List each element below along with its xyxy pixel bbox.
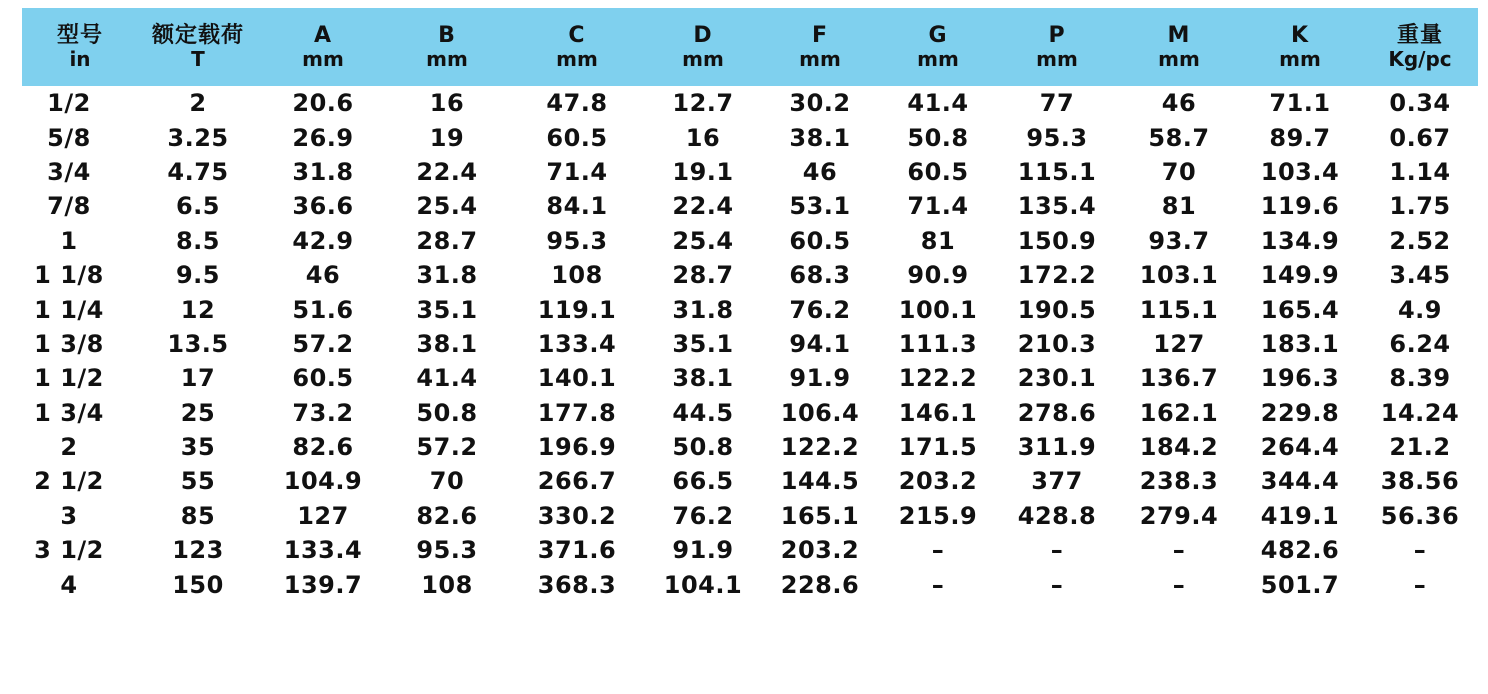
- column-name: C: [568, 22, 586, 48]
- table-cell: 25.4: [672, 226, 734, 255]
- model-cell: [22, 464, 138, 498]
- table-cell: 46: [305, 261, 341, 290]
- column-unit: mm: [799, 47, 841, 72]
- table-cell: 171.5: [898, 433, 978, 462]
- model-cell: [22, 86, 138, 120]
- table-cell: 16: [685, 123, 721, 152]
- table-cell: 228.6: [780, 570, 860, 599]
- table-cell: 122.2: [780, 433, 860, 462]
- table-cell: 95.3: [416, 536, 478, 565]
- table-cell: 149.9: [1260, 261, 1340, 290]
- table-cell: 419.1: [1260, 501, 1340, 530]
- column-header: [138, 8, 258, 86]
- table-cell: 2: [189, 89, 207, 118]
- table-cell: 103.4: [1260, 157, 1340, 186]
- table-cell: 8.5: [175, 226, 220, 255]
- table-cell: 77: [1039, 89, 1075, 118]
- table-cell: 35.1: [672, 329, 734, 358]
- table-cell: 57.2: [416, 433, 478, 462]
- table-cell: 46: [802, 157, 838, 186]
- table-cell: 104.1: [663, 570, 743, 599]
- table-cell: 35: [180, 433, 216, 462]
- model-value: 3/4: [47, 157, 91, 186]
- table-cell: 16: [429, 89, 465, 118]
- table-cell: 238.3: [1139, 467, 1219, 496]
- table-cell: 82.6: [292, 433, 354, 462]
- table-cell: 81: [920, 226, 956, 255]
- table-cell: 196.3: [1260, 364, 1340, 393]
- table-cell: 94.1: [789, 329, 851, 358]
- column-header: [506, 8, 648, 86]
- table-cell: 68.3: [789, 261, 851, 290]
- table-cell: 140.1: [537, 364, 617, 393]
- table-cell: 215.9: [898, 501, 978, 530]
- column-unit: mm: [556, 47, 598, 72]
- model-value: 1 3/8: [34, 329, 104, 358]
- table-cell: 71.4: [546, 157, 608, 186]
- table-cell: 71.4: [907, 192, 969, 221]
- column-name: P: [1048, 22, 1066, 48]
- table-row: [22, 292, 1478, 326]
- model-cell: [22, 567, 138, 601]
- table-cell: 60.5: [292, 364, 354, 393]
- table-cell: 135.4: [1017, 192, 1097, 221]
- table-cell: 177.8: [537, 398, 617, 427]
- column-name: G: [928, 22, 948, 48]
- header-row: [22, 8, 1478, 86]
- table-cell: 26.9: [292, 123, 354, 152]
- table-cell: 115.1: [1017, 157, 1097, 186]
- table-cell: 203.2: [898, 467, 978, 496]
- table-row: [22, 533, 1478, 567]
- table-body: [22, 86, 1478, 602]
- model-value: 2: [60, 433, 78, 462]
- table-cell: 93.7: [1148, 226, 1210, 255]
- column-header: [1120, 8, 1238, 86]
- table-cell: 35.1: [416, 295, 478, 324]
- model-cell: [22, 430, 138, 464]
- table-cell: 150.9: [1017, 226, 1097, 255]
- model-cell: [22, 189, 138, 223]
- table-cell: 184.2: [1139, 433, 1219, 462]
- column-unit: mm: [426, 47, 468, 72]
- table-cell: 4.9: [1397, 295, 1442, 324]
- table-cell: 60.5: [789, 226, 851, 255]
- table-cell: 3.25: [167, 123, 229, 152]
- model-cell: [22, 396, 138, 430]
- table-cell: 3.45: [1389, 261, 1451, 290]
- table-cell: 165.1: [780, 501, 860, 530]
- table-cell: 196.9: [537, 433, 617, 462]
- table-cell: –: [1050, 570, 1064, 599]
- table-cell: 344.4: [1260, 467, 1340, 496]
- table-cell: 25.4: [416, 192, 478, 221]
- table-row: [22, 464, 1478, 498]
- table-cell: 91.9: [789, 364, 851, 393]
- table-cell: 81: [1161, 192, 1197, 221]
- column-unit: mm: [682, 47, 724, 72]
- model-cell: [22, 327, 138, 361]
- model-value: 1 1/4: [34, 295, 104, 324]
- column-name: 重量: [1396, 22, 1443, 48]
- table-cell: 50.8: [907, 123, 969, 152]
- table-cell: 501.7: [1260, 570, 1340, 599]
- table-cell: –: [1413, 570, 1427, 599]
- table-row: [22, 155, 1478, 189]
- table-cell: 31.8: [672, 295, 734, 324]
- column-unit: in: [69, 47, 91, 72]
- table-cell: 95.3: [546, 226, 608, 255]
- table-cell: 19.1: [672, 157, 734, 186]
- table-cell: 82.6: [416, 501, 478, 530]
- table-cell: 330.2: [537, 501, 617, 530]
- table-cell: 12.7: [672, 89, 734, 118]
- column-header: [1238, 8, 1362, 86]
- model-value: 2 1/2: [34, 467, 104, 496]
- table-cell: 183.1: [1260, 329, 1340, 358]
- table-cell: 85: [180, 501, 216, 530]
- table-cell: 46: [1161, 89, 1197, 118]
- column-header: [758, 8, 882, 86]
- table-row: [22, 499, 1478, 533]
- column-name: 型号: [56, 22, 103, 48]
- table-cell: 122.2: [898, 364, 978, 393]
- table-cell: 51.6: [292, 295, 354, 324]
- column-header: [388, 8, 506, 86]
- model-value: 1/2: [47, 89, 91, 118]
- table-cell: 14.24: [1380, 398, 1460, 427]
- column-unit: mm: [1036, 47, 1078, 72]
- column-unit: mm: [1279, 47, 1321, 72]
- table-cell: 108: [551, 261, 603, 290]
- table-cell: 9.5: [175, 261, 220, 290]
- table-cell: 136.7: [1139, 364, 1219, 393]
- model-value: 3: [60, 501, 78, 530]
- table-row: [22, 189, 1478, 223]
- table-cell: 42.9: [292, 226, 354, 255]
- model-value: 1 3/4: [34, 398, 104, 427]
- table-cell: 38.56: [1380, 467, 1460, 496]
- table-row: [22, 361, 1478, 395]
- table-cell: 57.2: [292, 329, 354, 358]
- model-cell: [22, 499, 138, 533]
- table-cell: 134.9: [1260, 226, 1340, 255]
- table-cell: 311.9: [1017, 433, 1097, 462]
- table-cell: 91.9: [672, 536, 734, 565]
- table-cell: 133.4: [537, 329, 617, 358]
- table-cell: 89.7: [1269, 123, 1331, 152]
- table-cell: 144.5: [780, 467, 860, 496]
- table-cell: 203.2: [780, 536, 860, 565]
- table-cell: 264.4: [1260, 433, 1340, 462]
- model-cell: [22, 533, 138, 567]
- table-cell: 38.1: [789, 123, 851, 152]
- table-cell: 0.34: [1389, 89, 1451, 118]
- table-cell: 90.9: [907, 261, 969, 290]
- table-cell: 19: [429, 123, 465, 152]
- table-cell: 133.4: [283, 536, 363, 565]
- table-cell: 76.2: [672, 501, 734, 530]
- table-cell: –: [1172, 570, 1186, 599]
- column-unit: Kg/pc: [1388, 47, 1452, 72]
- column-name: F: [811, 22, 829, 48]
- spec-table: [22, 8, 1478, 602]
- table-cell: 38.1: [672, 364, 734, 393]
- column-header: [258, 8, 388, 86]
- table-cell: 377: [1031, 467, 1083, 496]
- table-cell: 84.1: [546, 192, 608, 221]
- table-cell: 71.1: [1269, 89, 1331, 118]
- table-row: [22, 327, 1478, 361]
- table-cell: 55: [180, 467, 216, 496]
- table-cell: 278.6: [1017, 398, 1097, 427]
- table-cell: 127: [297, 501, 349, 530]
- table-cell: 104.9: [283, 467, 363, 496]
- column-unit: mm: [1158, 47, 1200, 72]
- table-cell: 70: [429, 467, 465, 496]
- table-cell: 127: [1153, 329, 1205, 358]
- table-cell: 47.8: [546, 89, 608, 118]
- column-header: [1362, 8, 1478, 86]
- table-cell: 106.4: [780, 398, 860, 427]
- table-cell: 50.8: [416, 398, 478, 427]
- table-cell: 30.2: [789, 89, 851, 118]
- model-cell: [22, 258, 138, 292]
- model-value: 1 1/2: [34, 364, 104, 393]
- table-cell: 22.4: [672, 192, 734, 221]
- table-cell: –: [931, 570, 945, 599]
- table-cell: 172.2: [1017, 261, 1097, 290]
- column-name: D: [693, 22, 713, 48]
- table-cell: –: [1172, 536, 1186, 565]
- table-row: [22, 258, 1478, 292]
- table-cell: 76.2: [789, 295, 851, 324]
- table-cell: 428.8: [1017, 501, 1097, 530]
- table-cell: 60.5: [907, 157, 969, 186]
- table-cell: 17: [180, 364, 216, 393]
- table-cell: 368.3: [537, 570, 617, 599]
- column-header: [882, 8, 994, 86]
- table-cell: 70: [1161, 157, 1197, 186]
- model-cell: [22, 120, 138, 154]
- table-cell: 58.7: [1148, 123, 1210, 152]
- table-cell: –: [1413, 536, 1427, 565]
- table-cell: 111.3: [898, 329, 978, 358]
- model-value: 3 1/2: [34, 536, 104, 565]
- table-cell: 229.8: [1260, 398, 1340, 427]
- table-cell: 139.7: [283, 570, 363, 599]
- table-cell: 230.1: [1017, 364, 1097, 393]
- table-cell: 20.6: [292, 89, 354, 118]
- table-cell: 119.1: [537, 295, 617, 324]
- model-cell: [22, 224, 138, 258]
- table-cell: 190.5: [1017, 295, 1097, 324]
- table-cell: 100.1: [898, 295, 978, 324]
- column-header: [22, 8, 138, 86]
- table-cell: 0.67: [1389, 123, 1451, 152]
- table-row: [22, 224, 1478, 258]
- table-row: [22, 396, 1478, 430]
- table-cell: 6.5: [175, 192, 220, 221]
- table-cell: 95.3: [1026, 123, 1088, 152]
- table-cell: 8.39: [1389, 364, 1451, 393]
- column-name: M: [1167, 22, 1191, 48]
- table-cell: 119.6: [1260, 192, 1340, 221]
- model-value: 1: [60, 226, 78, 255]
- table-cell: 279.4: [1139, 501, 1219, 530]
- table-cell: 108: [421, 570, 473, 599]
- table-cell: 146.1: [898, 398, 978, 427]
- model-cell: [22, 361, 138, 395]
- table-cell: 2.52: [1389, 226, 1451, 255]
- table-header: [22, 8, 1478, 86]
- column-unit: mm: [917, 47, 959, 72]
- column-name: 额定载荷: [151, 22, 244, 48]
- table-cell: 60.5: [546, 123, 608, 152]
- table-cell: 482.6: [1260, 536, 1340, 565]
- table-cell: 371.6: [537, 536, 617, 565]
- column-header: [648, 8, 758, 86]
- table-cell: 41.4: [416, 364, 478, 393]
- table-cell: 6.24: [1389, 329, 1451, 358]
- table-cell: 1.75: [1389, 192, 1451, 221]
- column-name: A: [313, 22, 333, 48]
- table-cell: 66.5: [672, 467, 734, 496]
- table-cell: 123: [172, 536, 224, 565]
- model-value: 5/8: [47, 123, 91, 152]
- table-cell: 210.3: [1017, 329, 1097, 358]
- model-cell: [22, 155, 138, 189]
- table-row: [22, 430, 1478, 464]
- table-cell: 53.1: [789, 192, 851, 221]
- table-cell: 25: [180, 398, 216, 427]
- table-cell: 56.36: [1380, 501, 1460, 530]
- table-cell: 28.7: [416, 226, 478, 255]
- table-cell: 38.1: [416, 329, 478, 358]
- table-cell: 266.7: [537, 467, 617, 496]
- table-cell: 115.1: [1139, 295, 1219, 324]
- table-cell: 36.6: [292, 192, 354, 221]
- table-row: [22, 120, 1478, 154]
- table-cell: 31.8: [416, 261, 478, 290]
- table-cell: 28.7: [672, 261, 734, 290]
- column-unit: T: [191, 47, 205, 72]
- model-value: 7/8: [47, 192, 91, 221]
- model-value: 1 1/8: [34, 261, 104, 290]
- table-cell: –: [1050, 536, 1064, 565]
- table-cell: 21.2: [1389, 433, 1451, 462]
- table-cell: 150: [172, 570, 224, 599]
- table-cell: 22.4: [416, 157, 478, 186]
- table-cell: 31.8: [292, 157, 354, 186]
- column-header: [994, 8, 1120, 86]
- table-row: [22, 567, 1478, 601]
- table-cell: 162.1: [1139, 398, 1219, 427]
- table-cell: 50.8: [672, 433, 734, 462]
- column-name: K: [1290, 22, 1310, 48]
- table-cell: 41.4: [907, 89, 969, 118]
- table-cell: 44.5: [672, 398, 734, 427]
- table-cell: 165.4: [1260, 295, 1340, 324]
- column-unit: mm: [302, 47, 344, 72]
- table-cell: 4.75: [167, 157, 229, 186]
- model-value: 4: [60, 570, 78, 599]
- column-name: B: [438, 22, 456, 48]
- table-row: [22, 86, 1478, 120]
- model-cell: [22, 292, 138, 326]
- table-cell: 103.1: [1139, 261, 1219, 290]
- table-cell: 1.14: [1389, 157, 1451, 186]
- table-cell: 73.2: [292, 398, 354, 427]
- table-cell: 13.5: [167, 329, 229, 358]
- table-cell: 12: [180, 295, 216, 324]
- table-cell: –: [931, 536, 945, 565]
